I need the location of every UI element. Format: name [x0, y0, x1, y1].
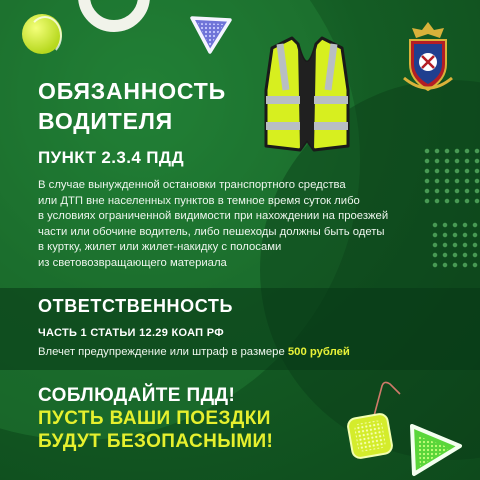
rule-line: в куртку, жилет или жилет-накидку с полосами	[38, 241, 282, 254]
rule-line: из световозвращающего материала	[38, 256, 227, 269]
police-emblem-icon	[400, 18, 456, 98]
rule-line: в условиях ограниченной видимости при нахождении на проезжей	[38, 210, 389, 223]
cta-line: БУДУТ БЕЗОПАСНЫМИ!	[38, 431, 274, 452]
reflective-vest-icon	[252, 34, 362, 156]
ball-decoration	[22, 14, 62, 54]
rule-title: ПУНКТ 2.3.4 ПДД	[38, 148, 184, 167]
title-line: ОБЯЗАННОСТЬ	[38, 78, 226, 104]
responsibility-title: ОТВЕТСТВЕННОСТЬ	[38, 296, 234, 316]
rule-line: или ДТП вне населенных пунктов в темное время суток либо	[38, 194, 360, 207]
fine-amount: 500 рублей	[287, 346, 350, 358]
rule-line: В случае вынужденной остановки транспортного средства	[38, 179, 346, 191]
title-line: ВОДИТЕЛЯ	[38, 108, 173, 134]
penalty-text: Влечет предупреждение или штраф в размере	[38, 346, 288, 358]
cta-line: ПУСТЬ ВАШИ ПОЕЗДКИ	[38, 408, 271, 429]
responsibility-text	[38, 346, 350, 358]
responsibility-article: ЧАСТЬ 1 СТАТЬИ 12.29 КОАП РФ	[38, 327, 224, 339]
rule-line: части или обочине водитель, либо пешеходы должны быть одеты	[38, 225, 385, 238]
rule-text	[38, 178, 458, 272]
main-title	[38, 76, 226, 136]
reflector-triangle-icon	[188, 14, 234, 56]
cta-line: СОБЛЮДАЙТЕ ПДД!	[38, 385, 236, 406]
reflector-tag-icon	[338, 372, 468, 480]
